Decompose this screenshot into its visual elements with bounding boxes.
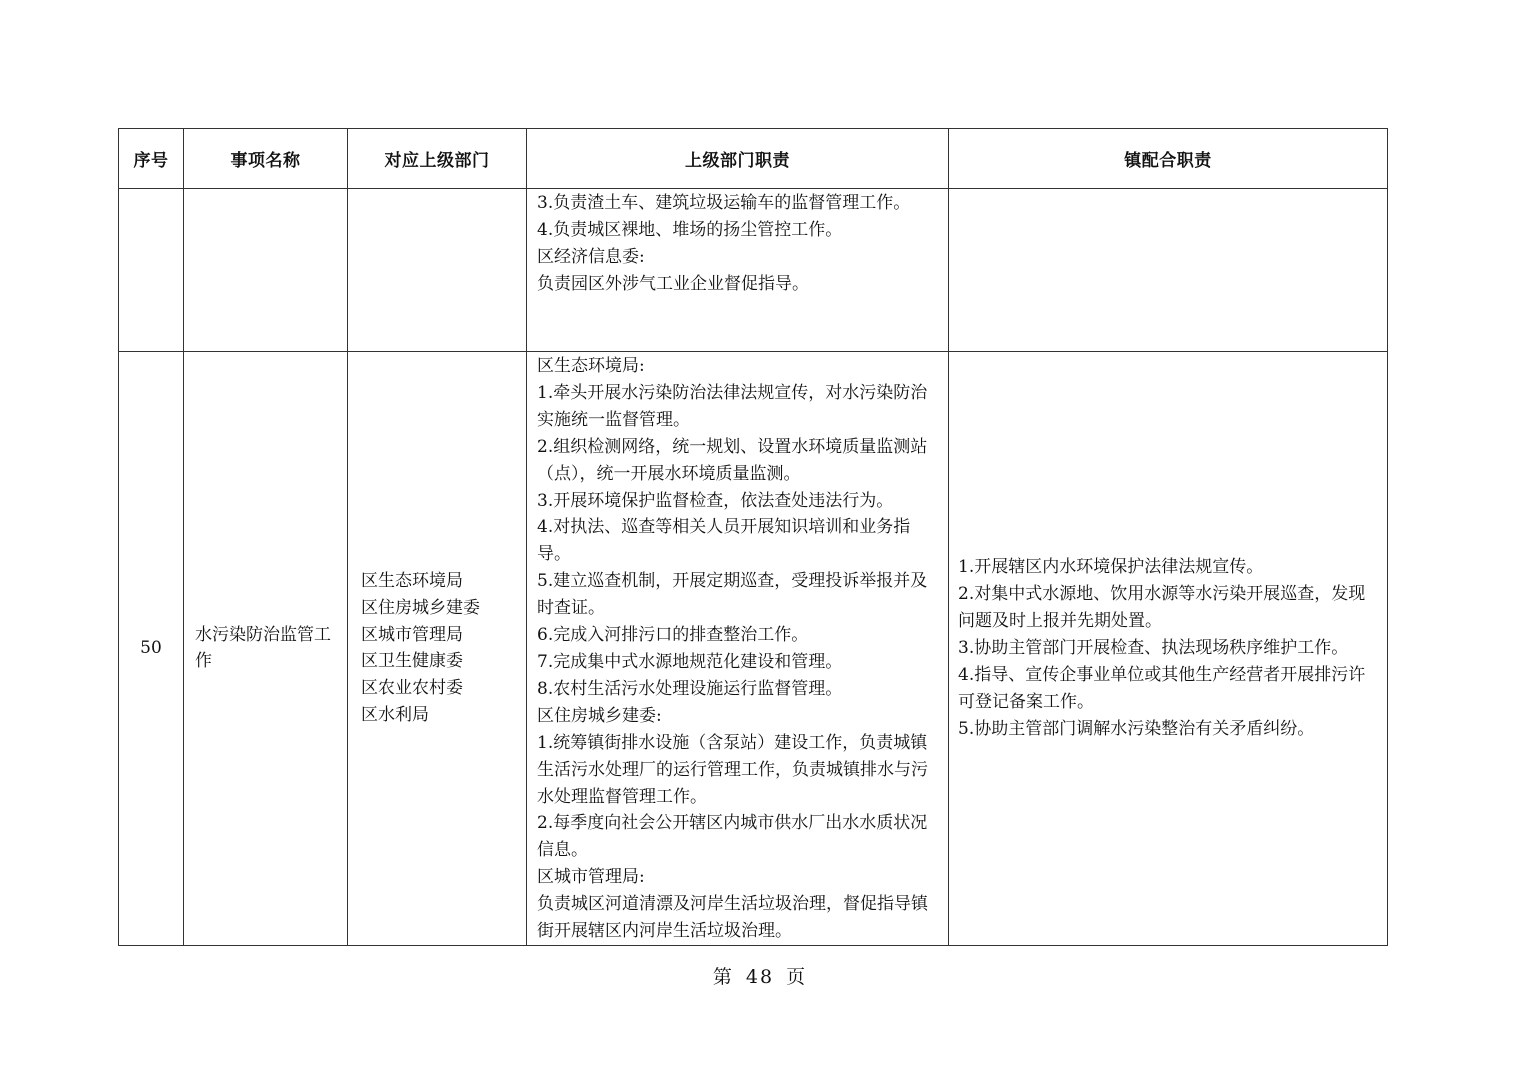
town-duty-cell	[949, 352, 1388, 946]
serial-number: 50	[140, 638, 162, 659]
department-list	[348, 568, 526, 729]
item-name: 水污染防治监管工作	[195, 624, 331, 672]
duty-table	[118, 128, 1388, 946]
department-cell	[348, 352, 527, 946]
serial-cell	[119, 352, 184, 946]
page-value: 48	[745, 966, 775, 988]
upper-duty-cell	[527, 189, 949, 352]
header-item-name: 事项名称	[184, 129, 348, 189]
header-serial: 序号	[119, 129, 184, 189]
department-item: 区住房城乡建委	[361, 597, 480, 618]
page-number	[0, 962, 1520, 989]
department-cell	[348, 189, 527, 352]
upper-duty-text: 3.负责渣土车、建筑垃圾运输车的监督管理工作。 4.负责城区裸地、堆场的扬尘管控工作。 区经济信息委: 负责园区外涉气工业企业督促指导。	[537, 193, 911, 294]
table-header-row	[119, 129, 1388, 189]
item-name-cell	[184, 189, 348, 352]
town-duty-text: 1.开展辖区内水环境保护法律法规宣传。 2.对集中式水源地、饮用水源等水污染开展巡查，发现问题及时上报并先期处置。 3.协助主管部门开展检查、执法现场秩序维护工作。 4.指导、宣传企事业单位或其他生产经营者开展排污许可登记备案工作。 5.协助主管部门调解水污染整治有关矛盾纠纷。	[958, 557, 1366, 739]
table-row	[119, 189, 1388, 352]
page-prefix: 第	[712, 966, 734, 988]
department-item: 区城市管理局	[361, 624, 463, 645]
upper-duty-cell	[527, 352, 949, 946]
upper-duty-text: 区生态环境局: 1.牵头开展水污染防治法律法规宣传，对水污染防治实施统一监督管理。 2.组织检测网络，统一规划、设置水环境质量监测站（点），统一开展水环境质量监测。 3.开展环境保护监督检查，依法查处违法行为。 4.对执法、巡查等相关人员开展知识培训和业务指导。 5.建立巡查机制，开展定期巡查，受理投诉举报并及时查证。 6.完成入河排污口的排查整治工作。 7.完成集中式水源地规范化建设和管理。 8.农村生活污水处理设施运行监督管理。 区住房城乡建委: 1.统筹镇街排水设施（含泵站）建设工作，负责城镇生活污水处理厂的运行管理工作，负责城镇排水与污水处理监督管理工作。 2.每季度向社会公开辖区内城市供水厂出水水质状况信息。 区城市管理局: 负责城区河道清漂及河岸生活垃圾治理，督促指导镇街开展辖区内河岸生活垃圾治理。	[537, 356, 928, 942]
department-item: 区水利局	[361, 705, 429, 726]
header-town-duty: 镇配合职责	[949, 129, 1388, 189]
header-department: 对应上级部门	[348, 129, 527, 189]
header-upper-duty: 上级部门职责	[527, 129, 949, 189]
department-item: 区卫生健康委	[361, 651, 463, 672]
page-suffix: 页	[786, 966, 808, 988]
department-item: 区生态环境局	[361, 570, 463, 591]
serial-cell	[119, 189, 184, 352]
department-item: 区农业农村委	[361, 678, 463, 699]
item-name-cell	[184, 352, 348, 946]
table-row	[119, 352, 1388, 946]
town-duty-cell	[949, 189, 1388, 352]
